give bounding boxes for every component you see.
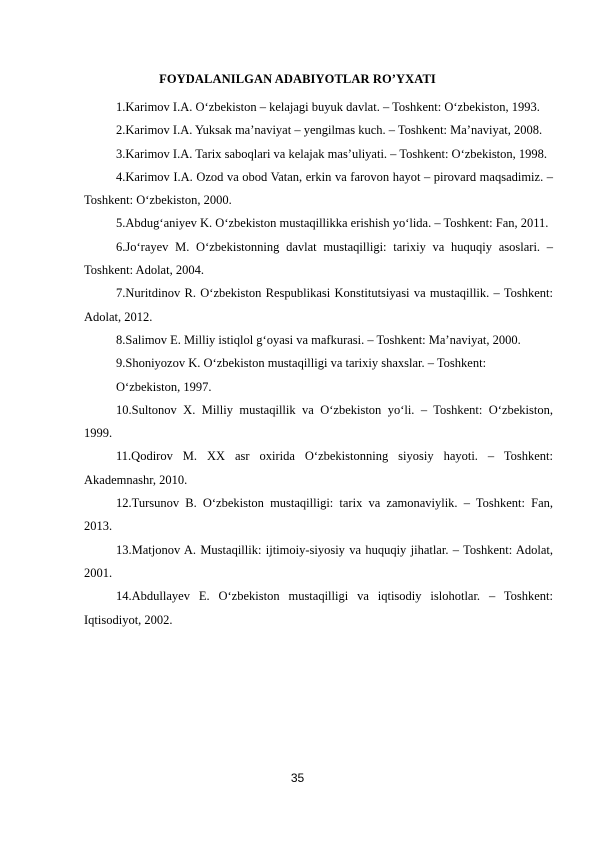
reference-item: 8.Salimov E. Milliy istiqlol g‘oyasi va mafkurasi. – Toshkent: Ma’naviyat, 2000. [116, 332, 521, 347]
page-number: 35 [290, 771, 305, 785]
reference-item: 9.Shoniyozov K. O‘zbekiston mustaqilligi va tarixiy shaxslar. – Toshkent: [116, 356, 487, 371]
page-title: FOYDALANILGAN ADABIYOTLAR RO’YXATI [159, 72, 436, 86]
reference-item: 11.Qodirov M. XX asr oxirida O‘zbekistonning siyosiy hayoti. – Toshkent: Akademnashr, 2010. [84, 449, 553, 487]
reference-list [84, 96, 553, 632]
reference-item: 12.Tursunov B. O‘zbekiston mustaqilligi: tarix va zamonaviylik. – Toshkent: Fan, 2013. [84, 496, 553, 534]
reference-item: 3.Karimov I.A. Tarix saboqlari va kelajak mas’uliyati. – Toshkent: O‘zbekiston, 1998. [116, 146, 548, 161]
reference-item: 14.Abdullayev E. O‘zbekiston mustaqilligi va iqtisodiy islohotlar. – Toshkent: Iqtisodiyot, 2002. [84, 589, 553, 627]
reference-item: 5.Abdug‘aniyev K. O‘zbekiston mustaqillikka erishish yo‘lida. – Toshkent: Fan, 2011. [116, 216, 549, 231]
reference-item: 4.Karimov I.A. Ozod va obod Vatan, erkin va farovon hayot – pirovard maqsadimiz. – Toshkent: O‘zbekiston, 2000. [84, 169, 553, 208]
reference-item: O‘zbekiston, 1997. [116, 379, 212, 394]
reference-item: 6.Jo‘rayev M. O‘zbekistonning davlat mustaqilligi: tarixiy va huquqiy asoslari. – Toshkent: Adolat, 2004. [84, 239, 553, 278]
reference-item: 13.Matjonov A. Mustaqillik: ijtimoiy-siyosiy va huquqiy jihatlar. – Toshkent: Adolat, 2001. [84, 542, 553, 580]
reference-item: 7.Nuritdinov R. O‘zbekiston Respublikasi Konstitutsiyasi va mustaqillik. – Toshkent: Adolat, 2012. [84, 286, 553, 324]
reference-item: 2.Karimov I.A. Yuksak ma’naviyat – yengilmas kuch. – Toshkent: Ma’naviyat, 2008. [116, 123, 543, 138]
reference-item: 10.Sultonov X. Milliy mustaqillik va O‘zbekiston yo‘li. – Toshkent: O‘zbekiston, 1999. [84, 402, 553, 441]
reference-item: 1.Karimov I.A. O‘zbekiston – kelajagi buyuk davlat. – Toshkent: O‘zbekiston, 1993. [116, 100, 540, 114]
